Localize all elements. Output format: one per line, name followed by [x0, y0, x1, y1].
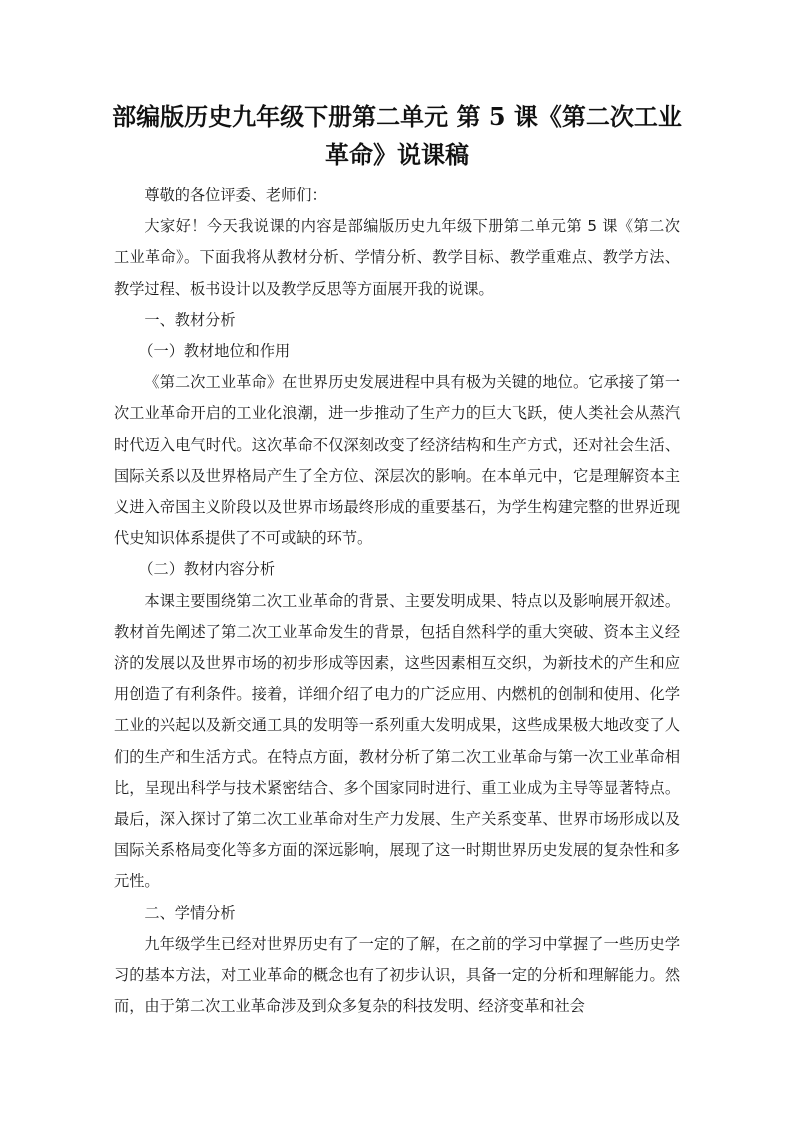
section-heading-textbook-analysis: 一、教材分析 [144, 310, 236, 329]
paragraph-position-role: 《第二次工业革命》在世界历史发展进程中具有极为关键的地位。它承接了第一次工业革命开启的工业化浪潮，进一步推动了生产力的巨大飞跃，使人类社会从蒸汽时代迈入电气时代。这次革命不仅深刻改变了经济结构和生产方式，还对社会生活、国际关系以及世界格局产生了全方位、深层次的影响。在本单元中，它是理解资本主义进入帝国主义阶段以及世界市场最终形成的重要基石，为学生构建完整的世界近现代史知识体系提供了不可或缺的环节。 [114, 373, 680, 548]
greeting: 尊敬的各位评委、老师们： [144, 186, 327, 204]
intro-paragraph: 大家好！今天我说课的内容是部编版历史九年级下册第二单元第 5 课《第二次工业革命》。下面我将从教材分析、学情分析、教学目标、教学重难点、教学方法、教学过程、板书设计以及教学反思等方面展开我的说课。 [114, 217, 680, 298]
subsection-heading-content-analysis: （二）教材内容分析 [138, 560, 275, 579]
paragraph-content-analysis: 本课主要围绕第二次工业革命的背景、主要发明成果、特点以及影响展开叙述。教材首先阐述了第二次工业革命发生的背景，包括自然科学的重大突破、资本主义经济的发展以及世界市场的初步形成等因素，这些因素相互交织，为新技术的产生和应用创造了有利条件。接着，详细介绍了电力的广泛应用、内燃机的创制和使用、化学工业的兴起以及新交通工具的发明等一系列重大发明成果，这些成果极大地改变了人们的生产和生活方式。在特点方面，教材分析了第二次工业革命与第一次工业革命相比，呈现出科学与技术紧密结合、多个国家同时进行、重工业成为主导等显著特点。最后，深入探讨了第二次工业革命对生产力发展、生产关系变革、世界市场形成以及国际关系格局变化等多方面的深远影响，展现了这一时期世界历史发展的复杂性和多元性。 [114, 591, 680, 891]
document-title: 部编版历史九年级下册第二单元 第 5 课《第二次工业革命》说课稿 [112, 102, 682, 169]
subsection-heading-position-role: （一）教材地位和作用 [138, 342, 291, 361]
document-body [114, 180, 680, 1022]
paragraph-student-analysis: 九年级学生已经对世界历史有了一定的了解，在之前的学习中掌握了一些历史学习的基本方法，对工业革命的概念也有了初步认识，具备一定的分析和理解能力。然而，由于第二次工业革命涉及到众多复杂的科技发明、经济变革和社会 [114, 934, 680, 1016]
section-heading-student-analysis: 二、学情分析 [144, 903, 236, 922]
